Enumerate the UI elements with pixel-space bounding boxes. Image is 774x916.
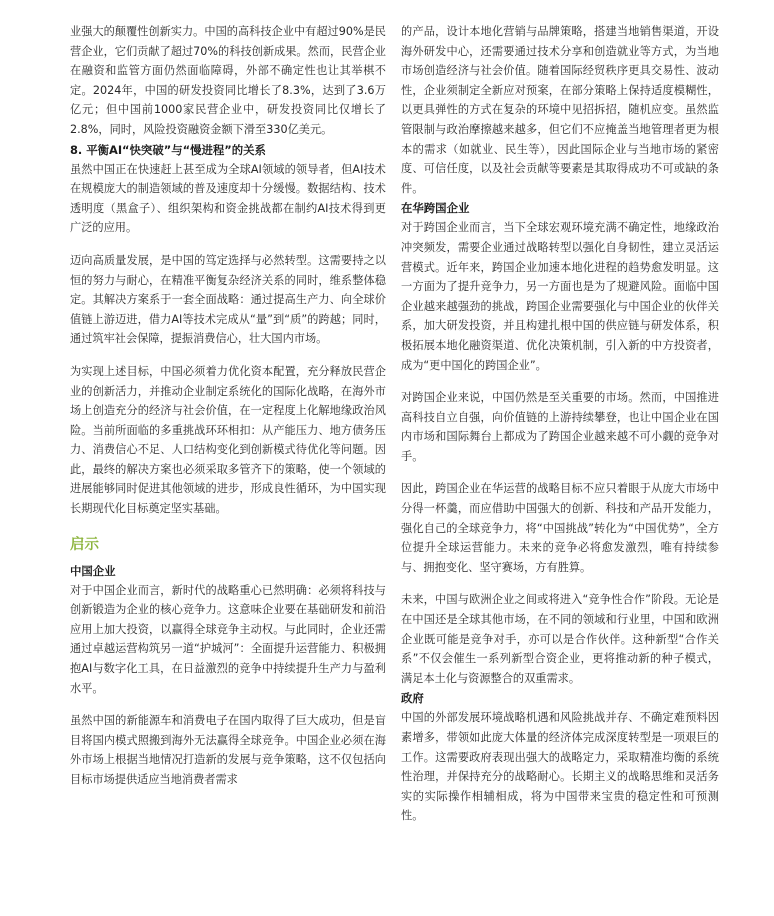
- paragraph-chinese-companies-strategy: 对于中国企业而言，新时代的战略重心已然明确：必须将科技与创新锻造为企业的核心竞争力。这意味企业要在基础研发和前沿应用上加大投资，以赢得全球竞争主动权。与此同时，企业还需通过卓越运营构筑另一道“护城河”：全面提升运营能力、积极拥抱AI与数字化工具，在日益激烈的竞争中持续提升生产力与盈利水平。: [70, 583, 386, 695]
- paragraph-competitive-cooperation: 未来，中国与欧洲企业之间或将进入“竞争性合作”阶段。无论是在中国还是全球其他市场，在不同的领域和行业里，中国和欧洲企业既可能是竞争对手，亦可以是合作伙伴。这种新型“合作关系”不仅会催生一系列新型合资企业，更将推动新的种子模式，满足本土化与资源整合的双重需求。: [401, 593, 719, 685]
- paragraph-china-advantage: 因此，跨国企业在华运营的战略目标不应只着眼于从庞大市场中分得一杯羹，而应借助中国强大的创新、科技和产品开发能力，强化自己的全球竞争力，将“中国挑战”转化为“中国优势”，全方位提升全球运营能力。未来的竞争必将愈发激烈，唯有持续参与、拥抱变化、坚守赛场，方有胜算。: [401, 482, 719, 574]
- paragraph-high-quality-development: 迈向高质量发展，是中国的笃定选择与必然转型。这需要持之以恒的努力与耐心，在精准平衡复杂经济关系的同时，维系整体稳定。其解决方案系于一套全面战略：通过提高生产力、向全球价值链上游迈进，借力AI等技术完成从“量”到“质”的跨越；同时，通过筑牢社会保障，提振消费信心，壮大国内市场。: [70, 253, 386, 346]
- right-column: [401, 22, 719, 826]
- paragraph-government-strategy: 中国的外部发展环境战略机遇和风险挑战并存、不确定难预料因素增多，带领如此庞大体量的经济体完成深度转型是一项艰巨的工作。这需要政府表现出强大的战略定力，采取精准均衡的系统性治理，并保持充分的战略耐心。长期主义的战略思维和灵活务实的实际操作相辅相成，将为中国带来宝贵的稳定性和可预测性。: [401, 711, 719, 823]
- paragraph-china-market-importance: 对跨国企业来说，中国仍然是至关重要的市场。然而，中国推进高科技自立自强，向价值链的上游持续攀登，也让中国企业在国内市场和国际舞台上都成为了跨国企业越来越不可小觑的竞争对手。: [401, 391, 719, 463]
- paragraph-localization: 的产品，设计本地化营销与品牌策略，搭建当地销售渠道，开设海外研发中心，还需要通过技术分享和创造就业等方式，为当地市场创造经济与社会价值。随着国际经贸秩序更具交易性、波动性，企业须制定全新应对预案，在部分策略上保持适度模糊性，以更具弹性的方式在复杂的环境中见招拆招，随机应变。虽然监管限制与政治摩擦越来越多，但它们不应掩盖当地管理者更为根本的需求（如就业、民生等），因此国际企业与当地市场的紧密度、可信任度，以及社会贡献等要素是其取得成功不可或缺的条件。: [401, 25, 719, 195]
- heading-government: 政府: [401, 691, 424, 706]
- heading-multinationals-in-china: 在华跨国企业: [401, 201, 470, 216]
- paragraph-multinationals-resilience: 对于跨国企业而言，当下全球宏观环境充满不确定性，地缘政治冲突频发，需要企业通过战略转型以强化自身韧性，建立灵活运营模式。近年来，跨国企业加速本地化进程的趋势愈发明显。这一方面为了提升竞争力，另一方面也是为了规避风险。面临中国企业越来越强劲的挑战，跨国企业需要强化与中国企业的伙伴关系，加大研发投资，并且构建扎根中国的供应链与研发体系，积极拓展本地化融资渠道、优化决策机制，引入新的中方投资者，成为“更中国化的跨国企业”。: [401, 221, 719, 372]
- heading-ai-balance: 8. 平衡AI“快突破”与“慢进程”的关系: [70, 142, 266, 157]
- left-column: [70, 22, 386, 790]
- paragraph-ai-adoption: 虽然中国正在快速赶上甚至成为全球AI领域的领导者，但AI技术在规模庞大的制造领域的普及速度却十分缓慢。数据结构、技术透明度（黑盒子）、组织架构和资金挑战都在制约AI技术得到更广泛的应用。: [70, 162, 386, 235]
- paragraph-chinese-companies-overseas: 虽然中国的新能源车和消费电子在国内取得了巨大成功，但是盲目将国内模式照搬到海外无法赢得全球竞争。中国企业必须在海外市场上根据当地情况打造新的发展与竞争策略，这不仅包括向目标市场提供适应当地消费者需求: [70, 714, 386, 786]
- heading-chinese-companies: 中国企业: [70, 563, 116, 578]
- section-title-implications: 启示: [70, 536, 99, 553]
- paragraph-capital-allocation: 为实现上述目标，中国必须着力优化资本配置，充分释放民营企业的创新活力，并推动企业制定系统化的国际化战略，在海外市场上创造充分的经济与社会价值，在一定程度上化解地缘政治风险。当前所面临的多重挑战环环相扣：从产能压力、地方债务压力、消费信心不足、人口结构变化到创新模式待优化等问题。因此，最终的解决方案也必须采取多管齐下的策略，使一个领域的进展能够同时促进其他领域的进步，形成良性循环，为中国实现长期现代化目标奠定坚实基础。: [70, 364, 386, 516]
- paragraph-rd-investment: 业强大的颠覆性创新实力。中国的高科技企业中有超过90%是民营企业，它们贡献了超过70%的科技创新成果。然而，民营企业在融资和监管方面仍然面临障碍，外部不确定性也让其举棋不定。2024年，中国的研发投资同比增长了8.3%，达到了3.6万亿元；但中国前1000家民营企业中，研发投资同比仅增长了2.8%，同时，风险投资融资金额下滑至330亿美元。: [70, 25, 386, 136]
